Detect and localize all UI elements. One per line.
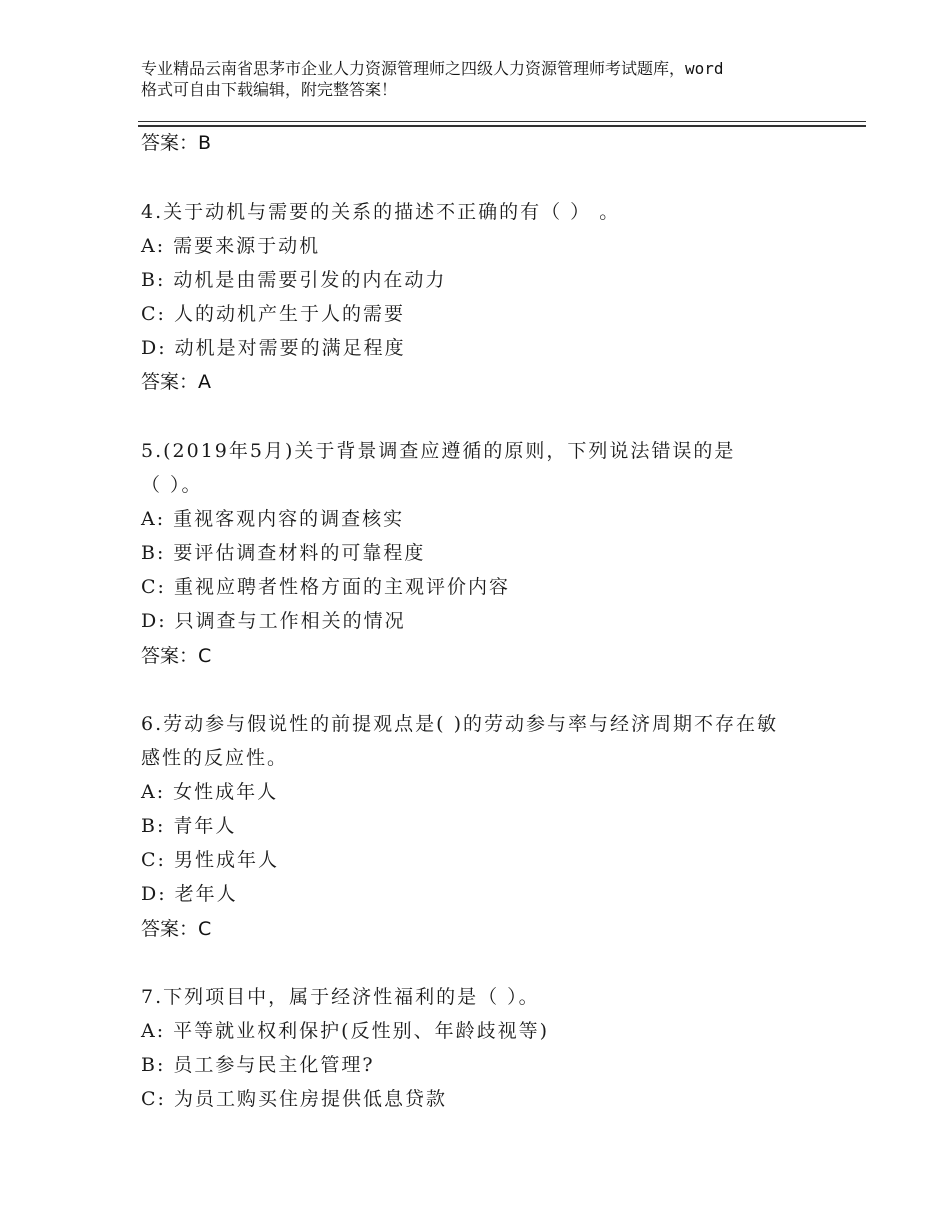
question-6-stem-line-1: 6.劳动参与假说性的前提观点是( )的劳动参与率与经济周期不存在敏 — [141, 713, 778, 735]
header-line-2: 格式可自由下载编辑，附完整答案！ — [141, 80, 398, 99]
header-divider-thick — [138, 125, 866, 127]
question-7-option-c: C: 为员工购买住房提供低息贷款 — [141, 1088, 447, 1110]
question-6-answer: 答案：C — [141, 918, 212, 940]
header-line-1: 专业精品云南省思茅市企业人力资源管理师之四级人力资源管理师考试题库，word — [141, 59, 724, 78]
question-5-answer: 答案：C — [141, 645, 212, 667]
question-6-option-a: A: 女性成年人 — [141, 781, 279, 803]
question-5-option-b: B: 要评估调查材料的可靠程度 — [141, 542, 426, 564]
header-divider-thin — [138, 121, 866, 122]
question-7-option-a: A: 平等就业权利保护(反性别、年龄歧视等) — [141, 1020, 549, 1042]
question-6-option-b: B: 青年人 — [141, 815, 237, 837]
question-4-option-b: B: 动机是由需要引发的内在动力 — [141, 269, 447, 291]
question-4-option-c: C: 人的动机产生于人的需要 — [141, 303, 405, 325]
question-6-stem-line-2: 感性的反应性。 — [141, 747, 289, 769]
question-5-option-c: C: 重视应聘者性格方面的主观评价内容 — [141, 576, 510, 598]
document-header — [141, 58, 841, 100]
question-4-stem: 4.关于动机与需要的关系的描述不正确的有（ ） 。 — [141, 201, 621, 223]
question-4-option-a: A: 需要来源于动机 — [141, 235, 321, 257]
question-5-option-a: A: 重视客观内容的调查核实 — [141, 508, 405, 530]
question-4-answer: 答案：A — [141, 371, 211, 393]
previous-answer: 答案：B — [141, 132, 212, 154]
question-7-option-b: B: 员工参与民主化管理? — [141, 1054, 375, 1076]
question-6-option-c: C: 男性成年人 — [141, 849, 279, 871]
question-5-option-d: D: 只调查与工作相关的情况 — [141, 610, 406, 632]
question-5-stem-line-2: （ ）。 — [141, 474, 203, 496]
question-7-stem: 7.下列项目中，属于经济性福利的是（ ）。 — [141, 986, 540, 1008]
question-5-stem-line-1: 5.(2019年5月)关于背景调查应遵循的原则，下列说法错误的是 — [141, 440, 736, 462]
question-6-option-d: D: 老年人 — [141, 883, 238, 905]
question-4-option-d: D: 动机是对需要的满足程度 — [141, 337, 406, 359]
